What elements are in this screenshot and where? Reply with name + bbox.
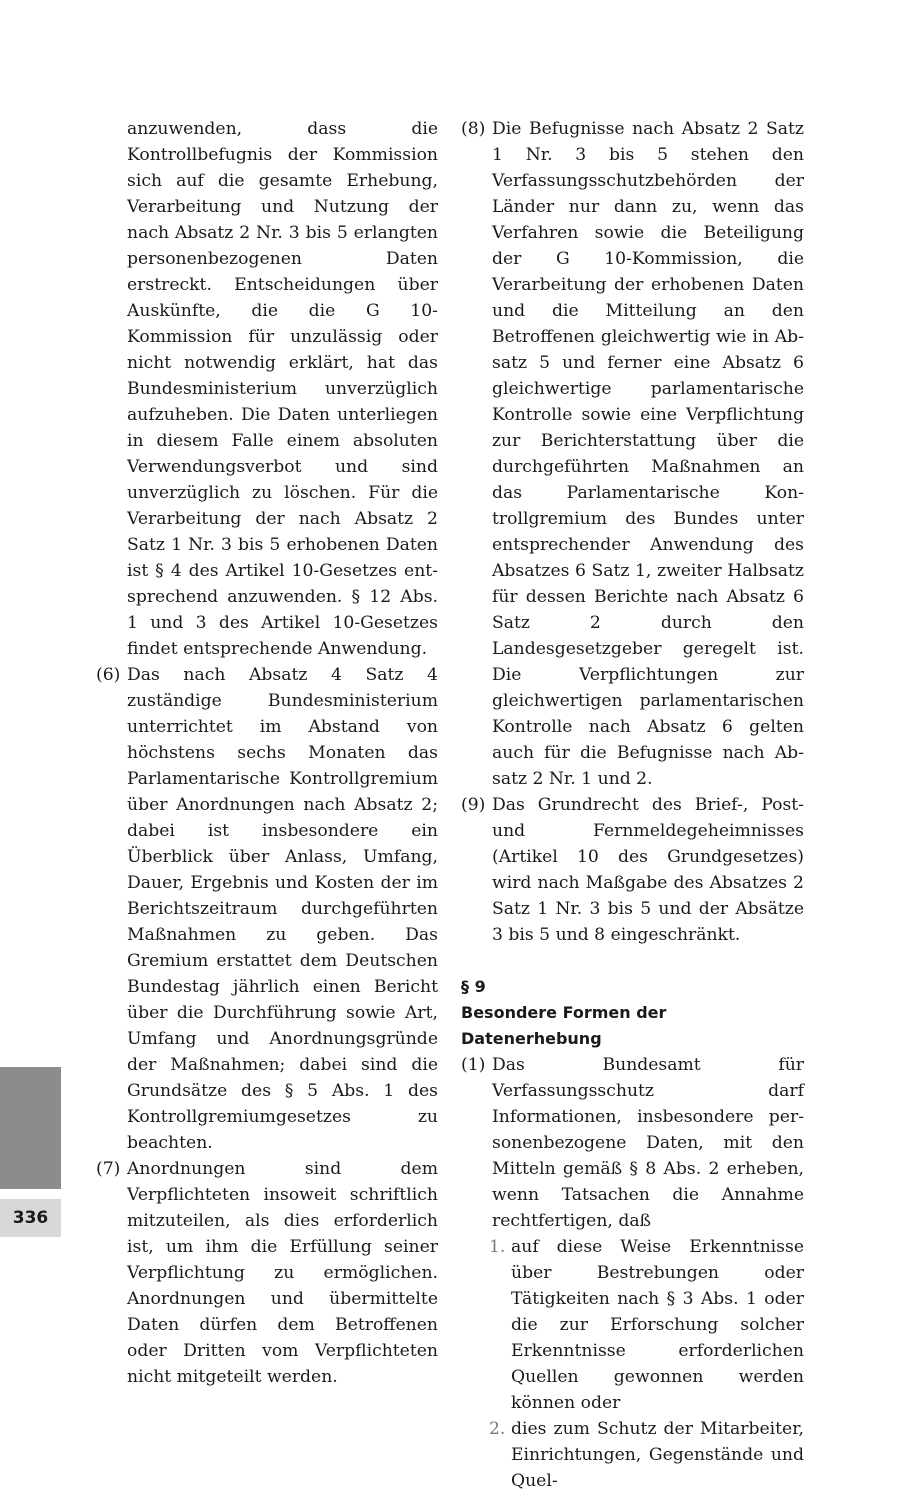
list-item	[489, 1416, 804, 1494]
section-title: Besondere Formen der Datenerhebung	[461, 1003, 667, 1048]
paragraph-9	[461, 792, 804, 948]
section-paragraph-1	[461, 1052, 804, 1234]
paragraph-8	[461, 116, 804, 792]
left-column	[96, 116, 438, 1390]
right-column	[461, 116, 804, 1494]
continued-paragraph: anzuwenden, dass die Kontrollbefugnis der Kommission sich auf die gesamte Erhebung, Verarbeitung und Nutzung der nach Absatz 2 Nr. 3 bis 5 erlangten personenbezogenen Daten erstreckt. Entscheidungen über Auskünfte, die die G 10-Kommission für unzulässig oder nicht notwendig erklärt, hat das Bundesministerium unverzüglich aufzuheben. Die Daten unterliegen in diesem Falle einem absoluten Verwendungsverbot und sind unverzüglich zu löschen. Für die Verarbeitung der nach Absatz 2 Satz 1 Nr. 3 bis 5 erhobenen Daten ist § 4 des Artikel 10-Gesetzes entsprechend anzuwenden. § 12 Abs. 1 und 3 des Artikel 10-Gesetzes findet entsprechende Anwendung.	[127, 119, 438, 659]
paragraph-6	[96, 662, 438, 1156]
list-item-text: dies zum Schutz der Mitarbeiter, Einrichtungen, Gegenstände und Quel-	[511, 1419, 804, 1491]
paragraph-number: (1)	[461, 1055, 486, 1075]
paragraph-text: Das Bundesamt für Verfassungsschutz darf Informationen, insbesondere personenbezogene Daten, mit den Mitteln gemäß § 8 Abs. 2 erheben, wenn Tatsachen die Annahme rechtfertigen, daß	[492, 1055, 804, 1231]
margin-tab	[0, 1067, 61, 1189]
paragraph-text: Das nach Absatz 4 Satz 4 zuständige Bundesministerium unterrichtet im Abstand von höchstens sechs Monaten das Parlamentarische Kontrollgremium über Anordnungen nach Absatz 2; dabei ist insbesondere ein Überblick über Anlass, Umfang, Dauer, Ergebnis und Kosten der im Berichtszeitraum durchgeführten Maßnahmen zu geben. Das Gremium erstattet dem Deutschen Bundestag jährlich einen Bericht über die Durchführung sowie Art, Umfang und Anordnungsgründe der Maßnahmen; dabei sind die Grundsätze des § 5 Abs. 1 des Kontrollgremiumgesetzes zu beachten.	[127, 665, 438, 1153]
list-item-number: 1.	[489, 1237, 506, 1257]
paragraph-7	[96, 1156, 438, 1390]
paragraph-text: Anordnungen sind dem Verpflichteten insoweit schriftlich mitzuteilen, als dies erforderlich ist, um ihm die Erfüllung seiner Verpflichtung zu ermöglichen. Anordnungen und übermittelte Daten dürfen dem Betroffenen oder Dritten vom Verpflichteten nicht mitgeteilt werden.	[127, 1159, 438, 1387]
section-number: § 9	[461, 977, 486, 996]
paragraph-number: (7)	[96, 1159, 121, 1179]
paragraph-text: Die Befugnisse nach Absatz 2 Satz 1 Nr. 3 bis 5 stehen den Verfassungsschutzbehörden der Länder nur dann zu, wenn das Verfahren sowie die Beteiligung der G 10-Kommission, die Verarbeitung der erhobenen Daten und die Mitteilung an den Betroffenen gleichwertig wie in Absatz 5 und ferner eine Absatz 6 gleichwertige parlamentarische Kontrolle sowie eine Verpflichtung zur Berichterstattung über die durchgeführten Maßnahmen an das Parlamentarische Kontrollgremium des Bundes unter entsprechender Anwendung des Absatzes 6 Satz 1, zweiter Halbsatz für dessen Berichte nach Absatz 6 Satz 2 durch den Landesgesetzgeber geregelt ist. Die Verpflichtungen zur gleichwertigen parlamentarischen Kontrolle nach Absatz 6 gelten auch für die Befugnisse nach Absatz 2 Nr. 1 und 2.	[492, 119, 804, 789]
paragraph-number: (9)	[461, 795, 486, 815]
list-item	[489, 1234, 804, 1416]
page-number: 336	[0, 1199, 61, 1237]
paragraph-number: (8)	[461, 119, 486, 139]
list-item-text: auf diese Weise Erkenntnisse über Bestrebungen oder Tätigkeiten nach § 3 Abs. 1 oder die zur Erforschung solcher Erkenntnisse erforderlichen Quellen gewonnen werden können oder	[511, 1237, 804, 1413]
list-item-number: 2.	[489, 1419, 506, 1439]
paragraph-number: (6)	[96, 665, 121, 685]
paragraph-text: Das Grundrecht des Brief-, Post- und Fernmeldegeheimnisses (Artikel 10 des Grundgesetzes) wird nach Maßgabe des Absatzes 2 Satz 1 Nr. 3 bis 5 und der Absätze 3 bis 5 und 8 eingeschränkt.	[492, 795, 804, 945]
